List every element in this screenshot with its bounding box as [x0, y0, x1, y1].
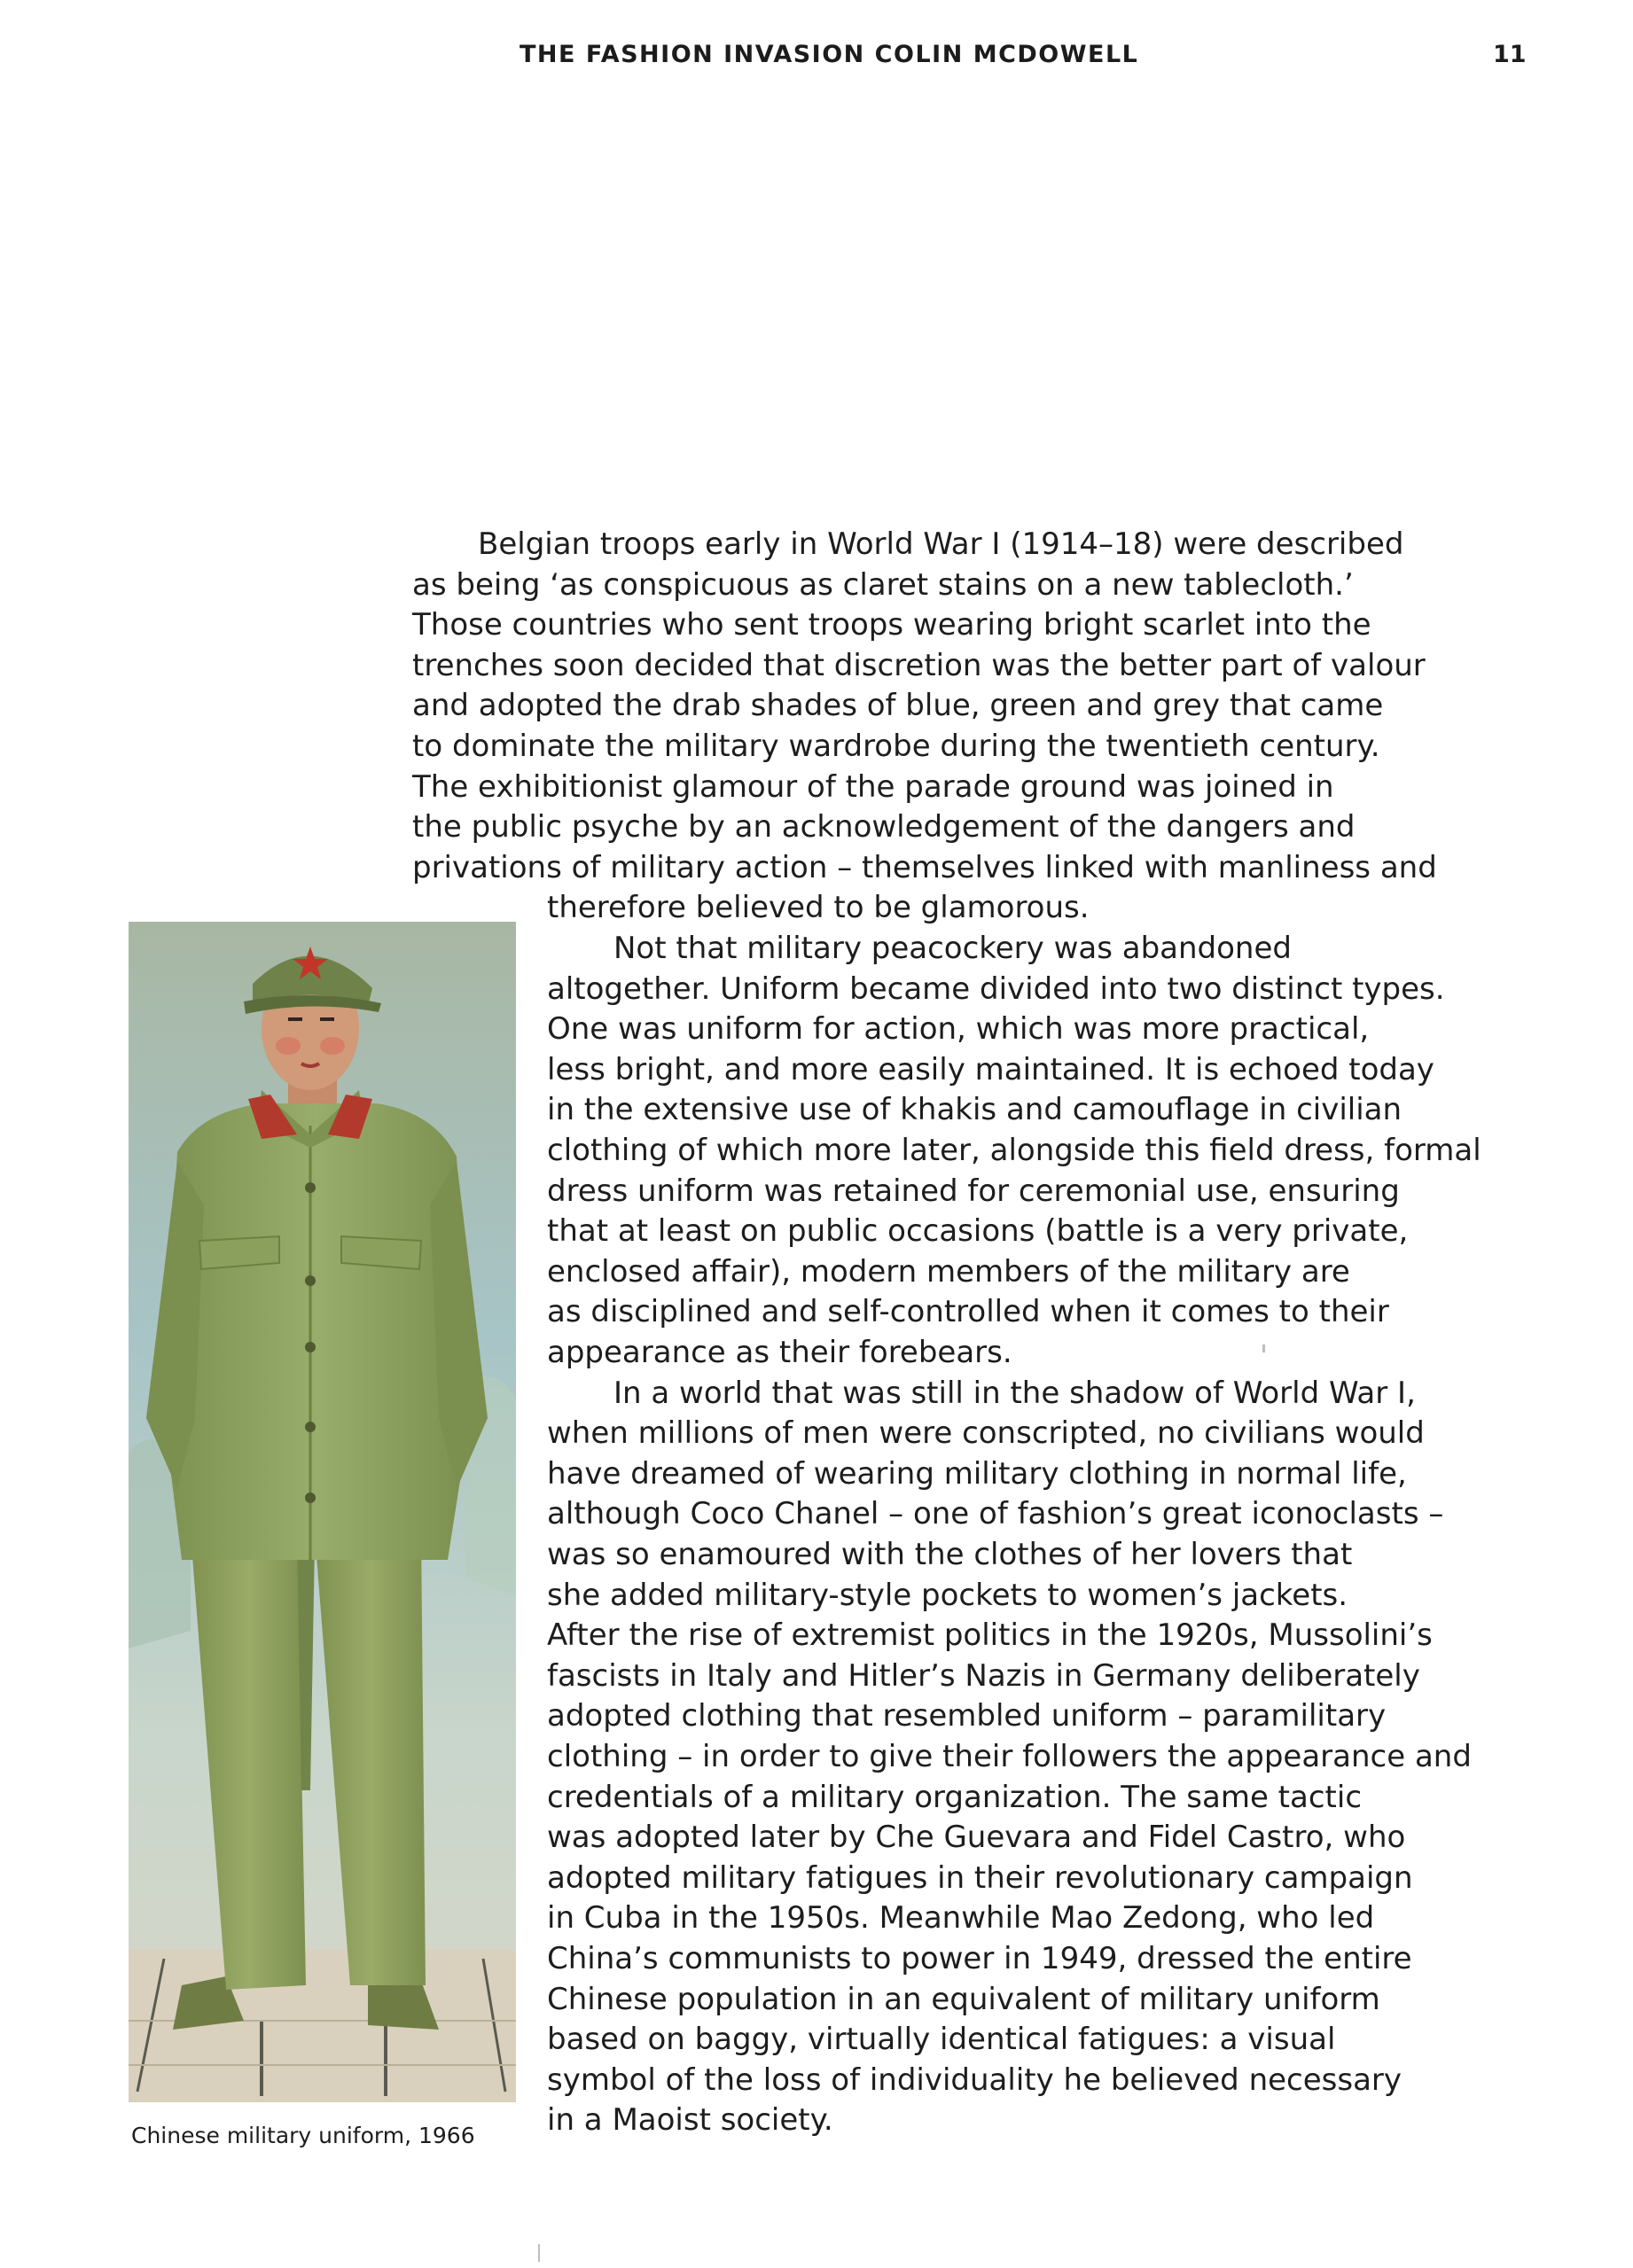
- body-text-line: she added military-style pockets to women’s jackets.: [547, 1578, 1348, 1613]
- body-text-line: was so enamoured with the clothes of her lovers that: [547, 1537, 1353, 1572]
- scan-speck: [538, 2244, 540, 2262]
- body-text-line: Chinese population in an equivalent of military uniform: [547, 1982, 1380, 2017]
- body-text-line: clothing – in order to give their followers the appearance and: [547, 1739, 1472, 1774]
- body-text-line: One was uniform for action, which was more practical,: [547, 1011, 1370, 1047]
- photo-caption: Chinese military uniform, 1966: [131, 2123, 475, 2148]
- body-text-line: Those countries who sent troops wearing bright scarlet into the: [412, 607, 1371, 643]
- body-text-line: based on baggy, virtually identical fatigues: a visual: [547, 2022, 1336, 2057]
- body-text-line: as being ‘as conspicuous as claret stains on a new tablecloth.’: [412, 567, 1354, 603]
- body-text-line: credentials of a military organization. The same tactic: [547, 1780, 1363, 1815]
- body-text-line: the public psyche by an acknowledgement of the dangers and: [412, 809, 1356, 845]
- body-text-line: therefore believed to be glamorous.: [547, 890, 1090, 925]
- body-text-line: altogether. Uniform became divided into two distinct types.: [547, 971, 1445, 1007]
- body-text-line: The exhibitionist glamour of the parade ground was joined in: [412, 769, 1334, 805]
- body-text-line: when millions of men were conscripted, no civilians would: [547, 1415, 1425, 1451]
- body-text-line: in a Maoist society.: [547, 2102, 833, 2138]
- scan-speck: [1262, 1344, 1265, 1352]
- body-text-line: was adopted later by Che Guevara and Fidel Castro, who: [547, 1820, 1406, 1855]
- body-text-line: adopted clothing that resembled uniform – paramilitary: [547, 1698, 1387, 1734]
- running-head: THE FASHION INVASION COLIN MCDOWELL: [520, 41, 1139, 68]
- body-text-line: and adopted the drab shades of blue, green and grey that came: [412, 688, 1384, 723]
- body-text-line: In a world that was still in the shadow of World War I,: [613, 1376, 1416, 1411]
- body-text-line: appearance as their forebears.: [547, 1335, 1012, 1370]
- body-text-line: adopted military fatigues in their revolutionary campaign: [547, 1860, 1413, 1896]
- body-text-line: trenches soon decided that discretion was the better part of valour: [412, 648, 1426, 683]
- body-text-line: less bright, and more easily maintained. It is echoed today: [547, 1052, 1434, 1087]
- body-text-line: China’s communists to power in 1949, dressed the entire: [547, 1941, 1412, 1976]
- body-text-line: symbol of the loss of individuality he believed necessary: [547, 2062, 1403, 2098]
- body-text-line: enclosed affair), modern members of the military are: [547, 1254, 1350, 1290]
- body-text-line: Belgian troops early in World War I (1914–18) were described: [478, 526, 1404, 562]
- body-text-line: Not that military peacockery was abandoned: [613, 931, 1292, 966]
- body-text-line: although Coco Chanel – one of fashion’s great iconoclasts –: [547, 1496, 1444, 1531]
- body-text-line: After the rise of extremist politics in the 1920s, Mussolini’s: [547, 1617, 1433, 1653]
- body-text-line: in the extensive use of khakis and camouflage in civilian: [547, 1092, 1403, 1127]
- body-text-line: that at least on public occasions (battle is a very private,: [547, 1213, 1409, 1249]
- body-text-line: privations of military action – themselves linked with manliness and: [412, 850, 1437, 885]
- page-number: 11: [1493, 41, 1527, 68]
- body-text-line: clothing of which more later, alongside this field dress, formal: [547, 1133, 1481, 1168]
- body-text-line: dress uniform was retained for ceremonial use, ensuring: [547, 1173, 1400, 1209]
- photo-chinese-military-uniform: [129, 922, 516, 2102]
- body-text-line: fascists in Italy and Hitler’s Nazis in Germany deliberately: [547, 1658, 1420, 1694]
- body-text-line: have dreamed of wearing military clothing in normal life,: [547, 1456, 1407, 1492]
- body-text-line: as disciplined and self-controlled when it comes to their: [547, 1294, 1389, 1329]
- body-text-line: to dominate the military wardrobe during the twentieth century.: [412, 729, 1380, 764]
- body-text-line: in Cuba in the 1950s. Meanwhile Mao Zedong, who led: [547, 1900, 1375, 1936]
